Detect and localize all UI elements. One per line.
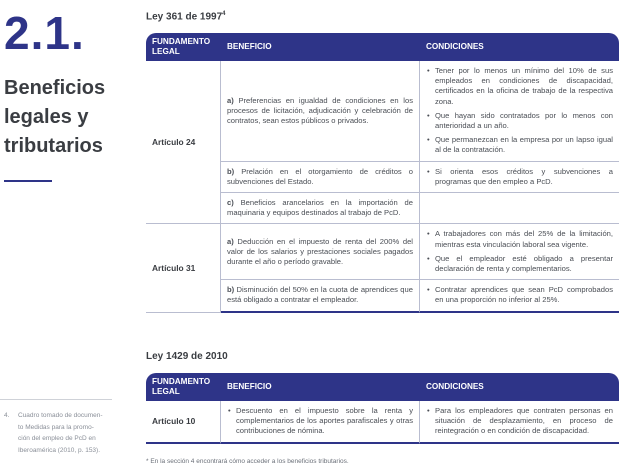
table-row	[146, 224, 619, 280]
ley-1429-table	[146, 373, 619, 444]
conditions-cell	[420, 162, 619, 193]
header-condiciones: CONDICIONES	[420, 33, 619, 61]
conditions-cell-empty	[420, 193, 619, 224]
benefit-cell	[221, 224, 420, 280]
table-header-row	[146, 33, 619, 61]
bottom-note: * En la sección 4 encontrará cómo acceder a los beneficios tributarios.	[146, 458, 349, 465]
header-fundamento-legal: FUNDAMENTO LEGAL	[146, 373, 221, 401]
footnote-text: Cuadro tomado de documen-	[18, 412, 103, 419]
header-beneficio: BENEFICIO	[221, 33, 420, 61]
footnote-text: ción del empleo de PcD en	[18, 435, 96, 442]
benefit-cell	[221, 280, 420, 312]
condition-item: • Si orienta esos créditos y subvenciones a programas que den empleo a PcD.	[426, 167, 613, 187]
header-fundamento-legal: FUNDAMENTO LEGAL	[146, 33, 221, 61]
ley-1429-title: Ley 1429 de 2010	[146, 351, 228, 362]
conditions-cell	[420, 61, 619, 162]
benefit-text: Beneficios arancelarios en la importación de maquinaria y equipos destinados al trabajo de PcD.	[227, 198, 413, 218]
section-title-line: Beneficios	[4, 77, 106, 99]
footnote	[4, 410, 122, 456]
table-header-row	[146, 373, 619, 401]
benefit-cell	[221, 401, 420, 444]
table-row	[146, 61, 619, 162]
section-title-line: legales y	[4, 106, 89, 128]
benefit-letter: b)	[227, 166, 235, 176]
footnote-divider	[0, 399, 112, 400]
benefit-text: Preferencias en igualdad de condiciones en los procesos de licitación, adjudicación y celebración de contratos, sean estos públicos o privados.	[227, 95, 413, 125]
benefit-text: Prelación en el otorgamiento de créditos o subvenciones del Estado.	[227, 166, 413, 186]
header-condiciones: CONDICIONES	[420, 373, 619, 401]
condition-item: • Contratar aprendices que sean PcD comprobados en una proporción no inferior al 25%.	[426, 285, 613, 305]
left-column	[0, 0, 140, 473]
benefit-text: • Descuento en el impuesto sobre la renta y complementarios de los aportes parafiscales y otras contribuciones de nómina.	[227, 406, 413, 437]
condition-item: • Que permanezcan en la empresa por un lapso igual al de la contratación.	[426, 135, 613, 155]
condition-item: • A trabajadores con más del 25% de la limitación, mientras esta vinculación laboral sea vigente.	[426, 229, 613, 249]
benefit-text: Disminución del 50% en la cuota de aprendices que está obligado a contratar el empleador.	[227, 285, 413, 305]
footnote-ref: 4	[222, 11, 226, 17]
benefit-cell	[221, 162, 420, 193]
section-title-line: tributarios	[4, 135, 103, 157]
articulo-10-label: Artículo 10	[146, 401, 221, 444]
footnote-number: 4.	[4, 412, 10, 419]
articulo-24-label: Artículo 24	[146, 61, 221, 224]
ley-361-title	[146, 11, 226, 22]
footnote-text: Iberoamérica (2010, p. 153).	[18, 446, 101, 454]
table-row	[146, 401, 619, 444]
benefit-text: Deducción en el impuesto de renta del 200% del valor de los salarios y prestaciones sociales pagados durante el año o período gravable.	[227, 236, 413, 266]
benefit-cell	[221, 193, 420, 224]
condition-item: • Tener por lo menos un mínimo del 10% de sus empleados en condiciones de discapacidad, certificados en la oficina de trabajo de la respectiva zona.	[426, 66, 613, 107]
ley-361-title-text: Ley 361 de 1997	[146, 11, 223, 23]
benefit-letter: a)	[227, 95, 234, 105]
benefit-letter: c)	[227, 198, 234, 208]
ley-361-table	[146, 33, 619, 313]
conditions-cell	[420, 280, 619, 312]
header-beneficio: BENEFICIO	[221, 373, 420, 401]
footnote-text: to Medidas para la promo-	[18, 423, 94, 431]
condition-item: • Que hayan sido contratados por lo menos con anterioridad a un año.	[426, 111, 613, 131]
condition-item: • Que el empleador esté obligado a presentar declaración de renta y complementarios.	[426, 254, 613, 274]
section-underline	[4, 180, 52, 182]
footnote-line	[4, 410, 122, 422]
benefit-letter: b)	[227, 285, 235, 295]
articulo-31-label: Artículo 31	[146, 224, 221, 312]
benefit-letter: a)	[227, 236, 234, 246]
conditions-cell	[420, 401, 619, 444]
section-title	[4, 74, 105, 161]
conditions-cell	[420, 224, 619, 280]
section-number: 2.1.	[4, 7, 85, 59]
condition-item: • Para los empleadores que contraten personas en situación de desplazamiento, en proceso de reintegración o en condición de discapacidad.	[426, 406, 613, 437]
benefit-cell	[221, 61, 420, 162]
